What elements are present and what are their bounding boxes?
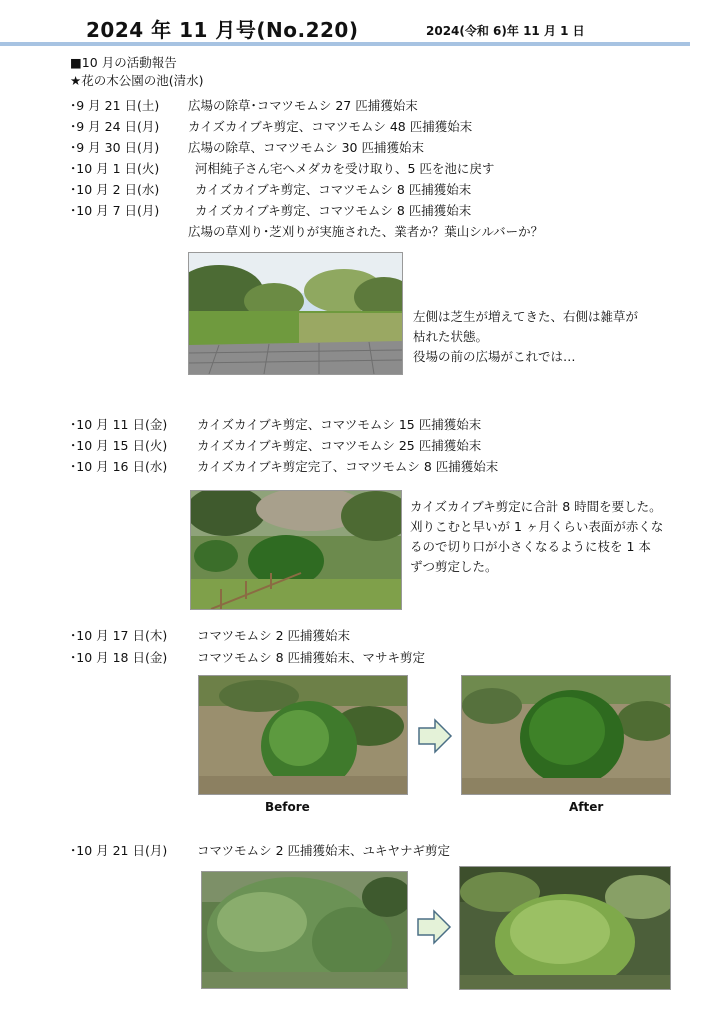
arrow-right-icon (417, 718, 453, 754)
entry-text: コマツモムシ 2 匹捕獲始末 (197, 628, 351, 643)
entry-date: ･10 月 18 日(金) (70, 650, 168, 665)
entry-date: ･10 月 2 日(水) (70, 182, 160, 197)
caption-line: 役場の前の広場がこれでは… (413, 349, 576, 364)
caption-line: 枯れた状態。 (413, 329, 489, 344)
entry-text: カイズカイブキ剪定完了、コマツモムシ 8 匹捕獲始末 (197, 459, 499, 474)
entry-text: コマツモムシ 2 匹捕獲始末、ユキヤナギ剪定 (197, 843, 451, 858)
entry-date: ･9 月 21 日(土) (70, 98, 160, 113)
after-label: After (569, 800, 604, 814)
shrub-photo (190, 490, 402, 610)
before-photo (198, 675, 408, 795)
entry-date: ･10 月 16 日(水) (70, 459, 168, 474)
entry-text: コマツモムシ 8 匹捕獲始末、マサキ剪定 (197, 650, 426, 665)
entry-text: カイズカイブキ剪定、コマツモムシ 25 匹捕獲始末 (197, 438, 482, 453)
plaza-photo (188, 252, 403, 375)
photo-caption (413, 307, 638, 367)
section-heading: ■10 月の活動報告 (70, 55, 177, 70)
entry-date: ･10 月 1 日(火) (70, 161, 160, 176)
entry-date: ･10 月 21 日(月) (70, 843, 168, 858)
newsletter-title: 2024 年 11 月号(No.220) (86, 18, 359, 42)
issue-date: 2024(令和 6)年 11 月 1 日 (426, 24, 585, 38)
after-photo-2 (459, 866, 671, 990)
entry-text: 河相純子さん宅へメダカを受け取り、5 匹を池に戻す (195, 161, 495, 176)
before-photo-2 (201, 871, 408, 989)
photo-caption (410, 497, 663, 577)
entry-date: ･9 月 30 日(月) (70, 140, 160, 155)
entry-text: カイズカイブキ剪定、コマツモムシ 48 匹捕獲始末 (188, 119, 473, 134)
entry-text: カイズカイブキ剪定、コマツモムシ 15 匹捕獲始末 (197, 417, 482, 432)
entry-text: 広場の除草･コマツモムシ 27 匹捕獲始末 (188, 98, 418, 113)
caption-line: 刈りこむと早いが 1 ヶ月くらい表面が赤くな (410, 519, 664, 534)
entry-text: 広場の除草、コマツモムシ 30 匹捕獲始末 (188, 140, 424, 155)
before-label: Before (265, 800, 310, 814)
entry-date: ･10 月 15 日(火) (70, 438, 168, 453)
caption-line: ずつ剪定した。 (410, 559, 498, 574)
entry-text: カイズカイブキ剪定、コマツモムシ 8 匹捕獲始末 (195, 182, 472, 197)
caption-line: るので切り口が小さくなるように枝を 1 本 (410, 539, 651, 554)
entry-date: ･10 月 7 日(月) (70, 203, 160, 218)
entry-date: ･9 月 24 日(月) (70, 119, 160, 134)
entry-text: カイズカイブキ剪定、コマツモムシ 8 匹捕獲始末 (195, 203, 472, 218)
after-photo (461, 675, 671, 795)
arrow-right-icon (416, 909, 452, 945)
entry-date: ･10 月 17 日(木) (70, 628, 168, 643)
section-subheading: ★花の木公園の池(清水) (70, 73, 204, 88)
caption-line: 左側は芝生が増えてきた、右側は雑草が (413, 309, 639, 324)
caption-line: カイズカイブキ剪定に合計 8 時間を要した。 (410, 499, 662, 514)
header-divider (0, 42, 690, 46)
note-text: 広場の草刈り･芝刈りが実施された、業者か？葉山シルバーか？ (188, 224, 544, 239)
entry-date: ･10 月 11 日(金) (70, 417, 168, 432)
